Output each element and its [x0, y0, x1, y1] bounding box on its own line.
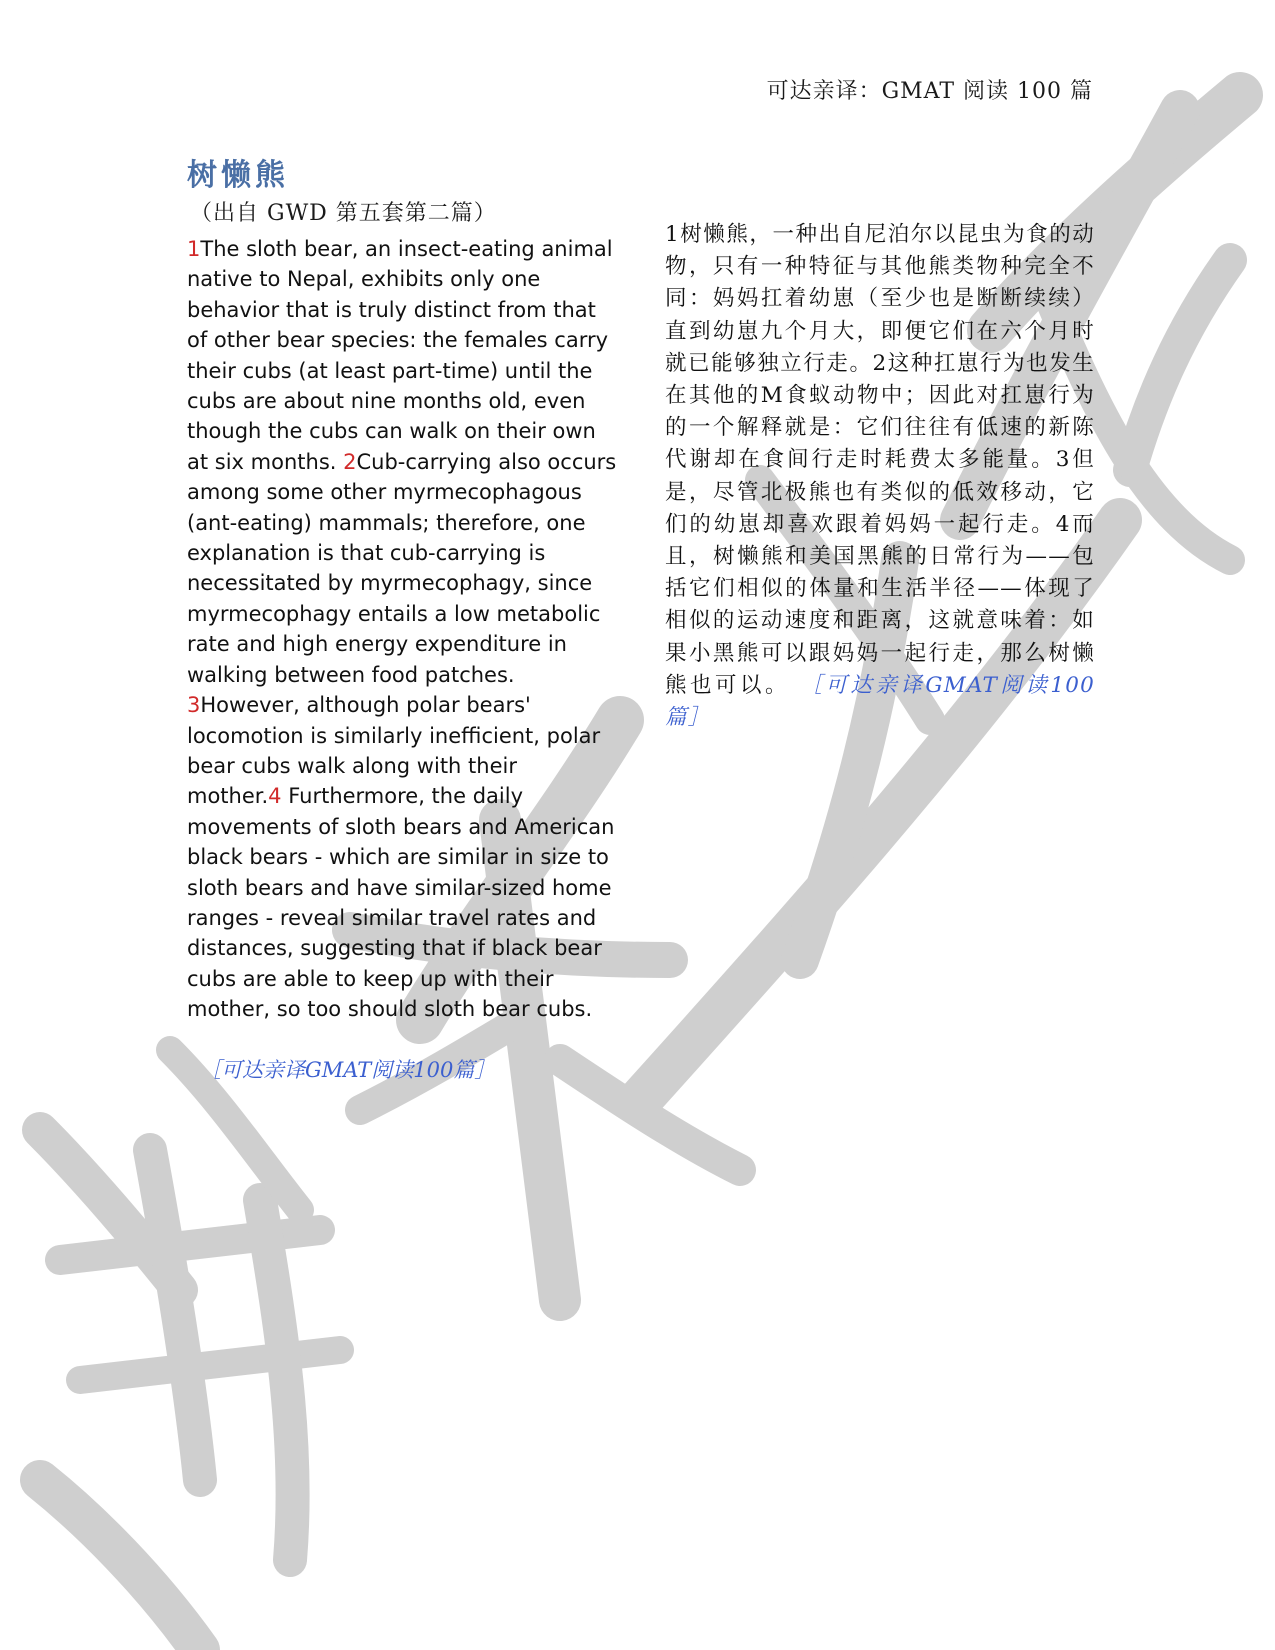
- english-passage: [187, 234, 617, 1025]
- running-header: 可达亲译：GMAT 阅读 100 篇: [766, 79, 1093, 104]
- chinese-text: 1树懒熊，一种出自尼泊尔以昆虫为食的动物，只有一种特征与其他熊类物种完全不同：妈妈扛着幼崽（至少也是断断续续）直到幼崽九个月大，即便它们在六个月时就已能够独立行走。2这种扛崽行为也发生在其他的M食蚁动物中；因此对扛崽行为的一个解释就是：它们往往有低速的新陈代谢却在食间行走时耗费太多能量。3但是，尽管北极熊也有类似的低效移动，它们的幼崽却喜欢跟着妈妈一起行走。4而且，树懒熊和美国黑熊的日常行为——包括它们相似的体量和生活半径——体现了相似的运动速度和距离，这就意味着：如果小黑熊可以跟妈妈一起行走，那么树懒熊也可以。: [665, 222, 1095, 698]
- sentence-number-1: 1: [187, 237, 201, 261]
- sentence-3: However, although polar bears' locomotion is similarly inefficient, polar bear cubs walk along with their mother.: [187, 693, 601, 809]
- sentence-2: Cub-carrying also occurs among some other myrmecophagous (ant-eating) mammals; therefore, one explanation is that cub-carrying is necessitated by myrmecophagy, since myrmecophagy entails a low metabolic rate and high energy expenditure in walking between food patches.: [187, 449, 617, 687]
- sentence-number-3: 3: [187, 693, 201, 718]
- chinese-credit: ［可达亲译GMAT阅读100篇］: [665, 672, 1095, 731]
- article-source: （出自 GWD 第五套第二篇）: [190, 201, 497, 226]
- chinese-translation: [665, 219, 1095, 734]
- sentence-number-2: 2: [343, 449, 357, 474]
- sentence-4: Furthermore, the daily movements of sloth bears and American black bears - which are similar in size to sloth bears and have similar-sized home ranges - reveal similar travel rates and distances, suggesting that if black bear cubs are able to keep up with their mother, so too should sloth bear cubs.: [187, 784, 615, 1022]
- sentence-1: The sloth bear, an insect-eating animal native to Nepal, exhibits only one behavior that is truly distinct from that of other bear species: the females carry their cubs (at least part-time) until the cubs are about nine months old, even though the cubs can walk on their own at six months.: [187, 237, 613, 474]
- english-credit: ［可达亲译GMAT阅读100篇］: [200, 1058, 496, 1082]
- article-title: 树懒熊: [187, 158, 289, 193]
- sentence-number-4: 4: [268, 784, 282, 809]
